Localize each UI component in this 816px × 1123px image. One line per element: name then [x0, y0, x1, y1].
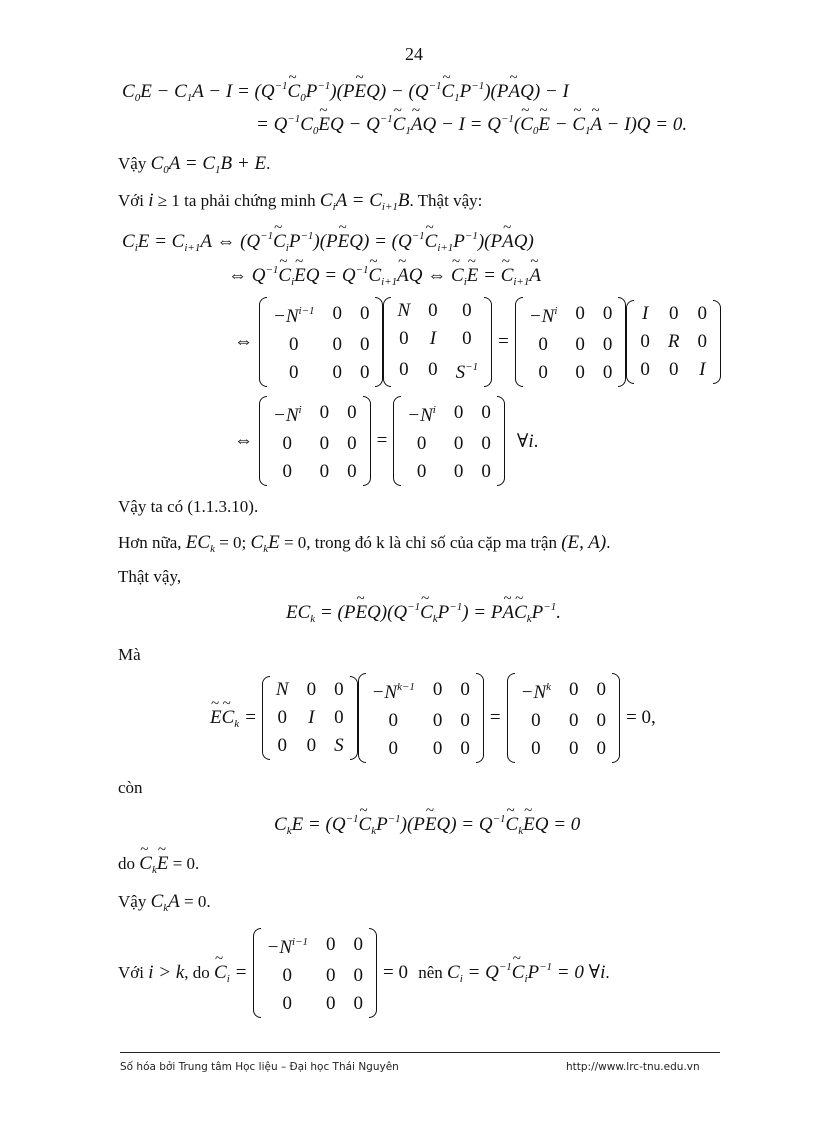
- footer-right[interactable]: http://www.lrc-tnu.edu.vn: [566, 1061, 700, 1073]
- because-line: do ~ $C_k\sim$ E = 0.: [118, 853, 199, 876]
- while-line: còn: [118, 778, 143, 797]
- equation-cke: $C_kE$ = ($Q^{-1}\sim$ $C_kP^{-1})(P\sim$ $EQ) = Q^{-1}\sim$ $C_k\sim$ EQ = 0: [274, 813, 580, 837]
- page-number: 24: [405, 44, 423, 64]
- matrix-equation-3: ~ E~ $C_k$ = N 0 0 0 I 0 0 0 S $-N^{k-1}$ 0 0 0 0 0 0 0 0 = $-N^k$ 0 0 0 0 0 0 0 0 = 0,: [210, 673, 662, 763]
- equation-cie-cont: ⇔ $Q^{-1}\sim$ $C_i\sim$ EQ = $Q^{-1}\sim$ $C_{i+1}\sim$ AQ ⇔ ~ $C_i\sim$ E = ~ $C_{i+1}\sim$ A: [228, 264, 541, 288]
- footer-rule: [120, 1052, 720, 1053]
- moreover-line: Hơn nữa, $EC_k = 0$; $C_kE = 0$, trong đó k là chỉ số của cặp ma trận (E, A).: [118, 532, 611, 555]
- indeed-line: Thật vậy,: [118, 567, 182, 586]
- equation-c0e: $C_0E - C_1A - I$ = ($Q^{-1}\sim$ $C_0P^{-1})(P\sim$ $EQ) - (Q^{-1}\sim$ $C_1P^{-1})(P\sim$ AQ) − I: [122, 80, 569, 104]
- equation-eck: $EC_k$ = (P~ $EQ)(Q^{-1}\sim$ $C_kP^{-1}$) = P~ A~ $C_kP^{-1}$.: [286, 601, 561, 625]
- matrix-equation-1: ⇔ $-N^{i-1}$ 0 0 0 0 0 0 0 0 N 0 0 0 I 0 0 0 $S^{-1}$ = $-N^i$ 0 0 0 0 0 0 0 0 I 0 0 0 R 0 0 0 I: [228, 297, 721, 387]
- equation-c0e-cont: = $Q^{-1}C_0\sim$ EQ − $Q^{-1}\sim$ $C_1\sim$ AQ − $I = Q^{-1}(\sim$ $C_0\sim$ E − ~ $C_1\sim$ A − I)Q = 0.: [256, 113, 687, 137]
- conclusion-line-1: Vậy $C_0A = C_1B + E$.: [118, 153, 271, 176]
- final-line: Với i > k , do ~ $C_i$ = $-N^{i-1}$ 0 0 0 0 0 0 0 0 = 0 nên $C_i$ = $Q^{-1}\sim$ $C_iP^{-1} = 0$ ∀i .: [118, 928, 610, 1018]
- footer-left: Số hóa bởi Trung tâm Học liệu – Đại học Thái Nguyên: [120, 1061, 399, 1073]
- but-line: Mà: [118, 645, 141, 664]
- conclusion-line-2: Vậy $C_kA = 0$.: [118, 891, 211, 914]
- reference-line: Vậy ta có (1.1.3.10).: [118, 497, 259, 516]
- induction-line: Với i ≥ 1 ta phải chứng minh $C_iA = C_{i+1}B$. Thật vậy:: [118, 190, 483, 213]
- matrix-equation-2: ⇔ $-N^i$ 0 0 0 0 0 0 0 0 = $-N^i$ 0 0 0 0 0 0 0 0 ∀i.: [228, 396, 544, 486]
- equation-cie: $C_iE = C_{i+1}A$ ⇔ ($Q^{-1}\sim$ $C_iP^{-1})(P\sim$ $EQ) = (Q^{-1}\sim$ $C_{i+1}P^{-1})(P\sim$ AQ): [122, 230, 534, 254]
